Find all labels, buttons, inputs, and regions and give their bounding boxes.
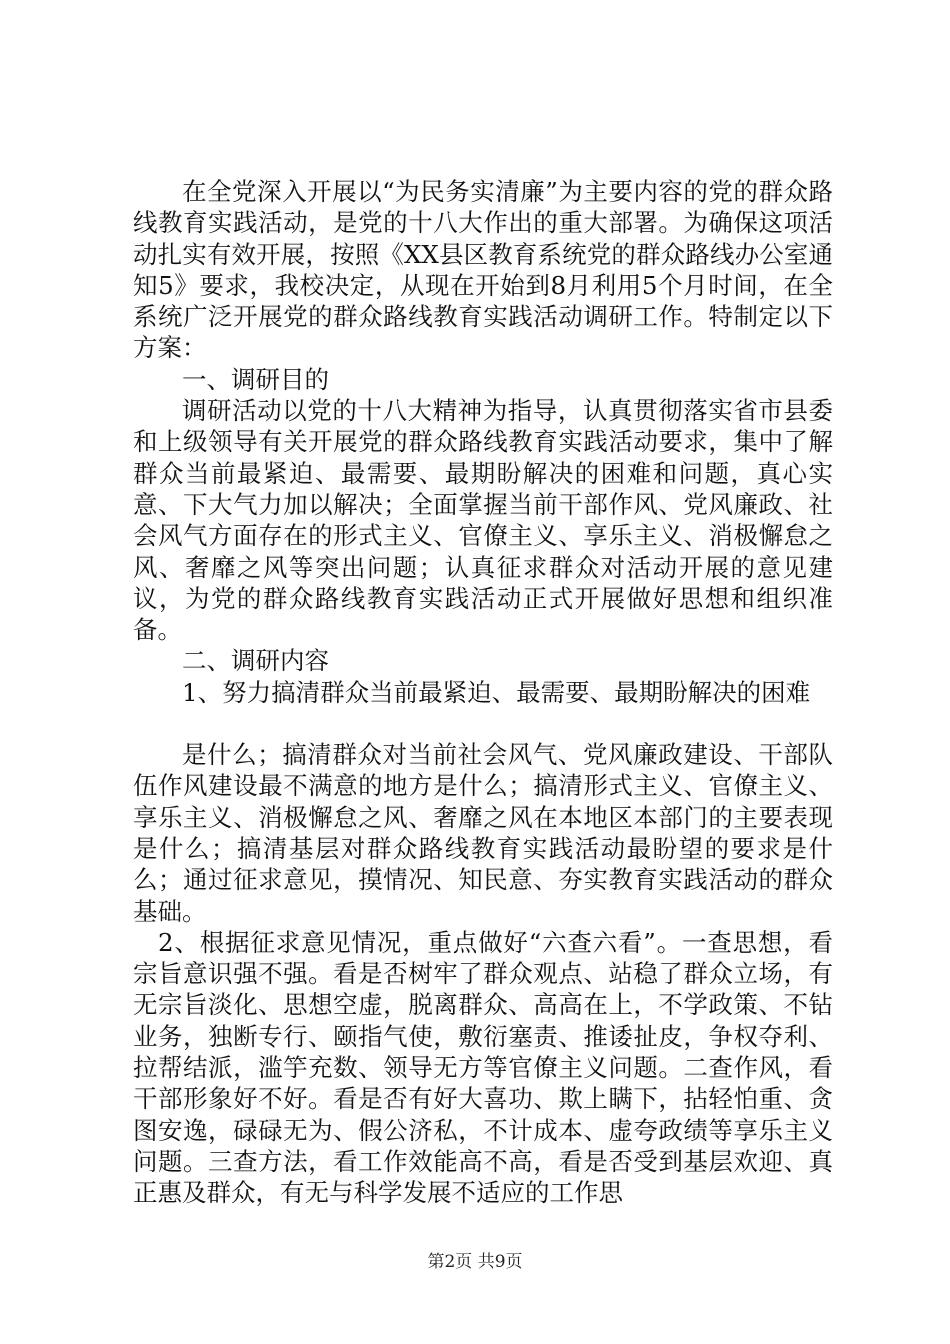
section-heading-purpose: 一、调研目的 [182,364,329,394]
content-item-1-first-line: 1、努力搞清群众当前最紧迫、最需要、最期盼解决的困难 [182,677,811,707]
intro-paragraph: 在全党深入开展以“为民务实清廉”为主要内容的党的群众路线教育实践活动，是党的十八大作出的重大部署。为确保这项活动扎实有效开展，按照《XX县区教育系统党的群众路线办公室通知5》要求，我校决定，从现在开始到8月利用5个月时间，在全系统广泛开展党的群众路线教育实践活动调研工作。特制定以下方案： [133,177,833,363]
purpose-paragraph: 调研活动以党的十八大精神为指导，认真贯彻落实省市县委和上级领导有关开展党的群众路线教育实践活动要求，集中了解群众当前最紧迫、最需要、最期盼解决的困难和问题，真心实意、下大气力加以解决；全面掌握当前干部作风、党风廉政、社会风气方面存在的形式主义、官僚主义、享乐主义、消极懈怠之风、奢靡之风等突出问题；认真征求群众对活动开展的意见建议，为党的群众路线教育实践活动正式开展做好思想和组织准备。 [133,396,833,645]
page-number-footer: 第2页 共9页 [427,1252,523,1272]
section-heading-content: 二、调研内容 [182,646,329,676]
document-body [133,176,833,1209]
page-break-gap [133,708,833,739]
content-item-2-paragraph: 2、根据征求意见情况，重点做好“六查六看”。一查思想，看宗旨意识强不强。看是否树牢了群众观点、站稳了群众立场，有无宗旨淡化、思想空虚，脱离群众、高高在上，不学政策、不钻业务，独断专行、颐指气使，敷衍塞责、推诿扯皮，争权夺利、拉帮结派，滥竽充数、领导无方等官僚主义问题。二查作风，看干部形象好不好。看是否有好大喜功、欺上瞒下，拈轻怕重、贪图安逸，碌碌无为、假公济私，不计成本、虚夸政绩等享乐主义问题。三查方法，看工作效能高不高，看是否受到基层欢迎、真正惠及群众，有无与科学发展不适应的工作思 [133,927,833,1208]
content-item-1-continued: 是什么；搞清群众对当前社会风气、党风廉政建设、干部队伍作风建设最不满意的地方是什么；搞清形式主义、官僚主义、享乐主义、消极懈怠之风、奢靡之风在本地区本部门的主要表现是什么；搞清基层对群众路线教育实践活动最盼望的要求是什么；通过征求意见，摸情况、知民意、夯实教育实践活动的群众基础。 [133,740,833,926]
